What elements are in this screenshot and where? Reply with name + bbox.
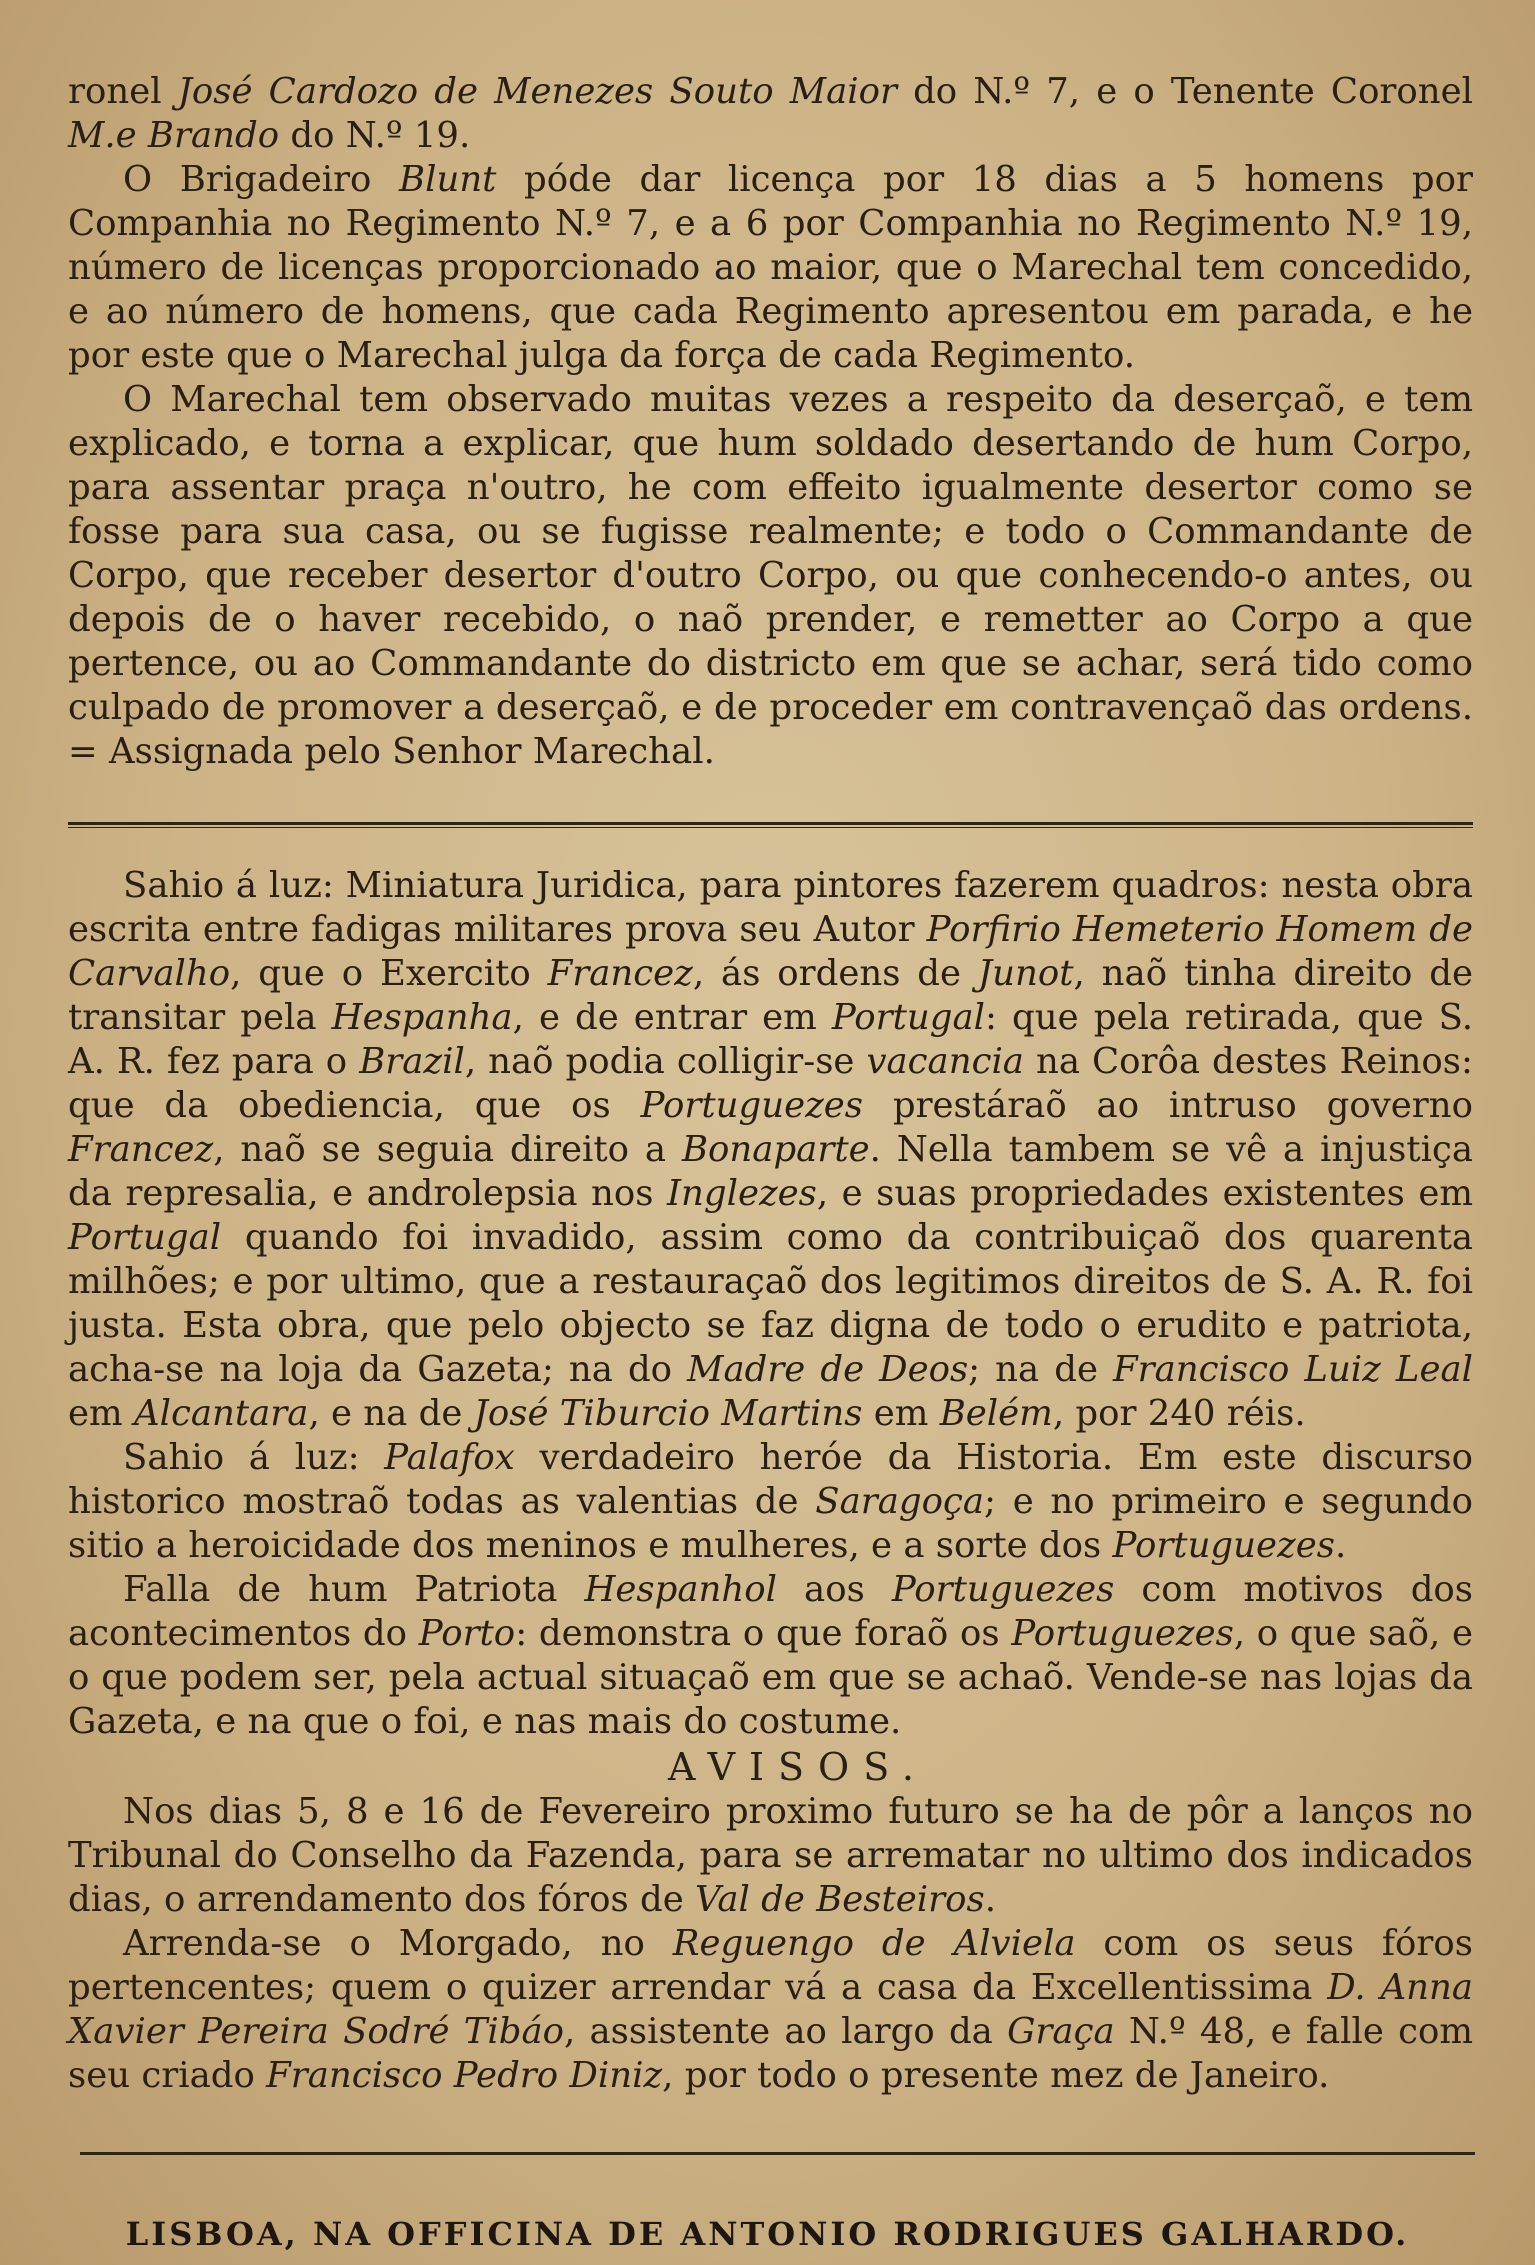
italic-text-segment: Alcantara: [133, 1393, 309, 1434]
italic-text-segment: Francez: [68, 1129, 214, 1170]
italic-text-segment: Portuguezes: [1011, 1613, 1234, 1654]
text-segment: verdadeiro heróe da Historia. Em este discurso historico mostraõ todas as valentias de: [68, 1437, 1473, 1522]
paragraph-palafox: [68, 1436, 1473, 1568]
text-segment: em: [862, 1393, 940, 1434]
imprint-footer: LISBOA, NA OFFICINA DE ANTONIO RODRIGUES GALHARDO.: [125, 2215, 1410, 2253]
paragraph-morgado-lease: [68, 1922, 1473, 2098]
text-segment: Sahio á luz:: [123, 1437, 385, 1478]
text-segment: , naõ se seguia direito a: [213, 1129, 682, 1170]
italic-text-segment: Graça: [1007, 2011, 1115, 2052]
text-segment: , e de entrar em: [512, 997, 832, 1038]
italic-text-segment: Hespanhol: [584, 1569, 777, 1610]
italic-text-segment: Portuguezes: [891, 1569, 1115, 1610]
italic-text-segment: M.e Brando: [68, 115, 280, 156]
avisos-heading: AVISOS.: [668, 1745, 928, 1789]
italic-text-segment: José Tiburcio Martins: [473, 1393, 863, 1434]
paragraph-leave-licences: [68, 158, 1473, 378]
text-segment: .: [984, 1879, 996, 1920]
text-segment: O Marechal tem observado muitas vezes a respeito da deserçaõ, e tem explicado, e torna a explicar, que hum soldado desertando de hum Corpo, para assentar praça n'outro, he com effeito igualmente desertor como se fosse para sua casa, ou se fugisse realmente; e todo o Commandante de Corpo, que receber desertor d'outro Corpo, ou que conhecendo-o antes, ou depois de o haver recebido, o naõ prender, e remetter ao Corpo a que pertence, ou ao Commandante do districto em que se achar, será tido como culpado de promover a deserçaõ, e de proceder em contravençaõ das ordens. = Assignada pelo Senhor Marechal.: [68, 379, 1473, 772]
text-segment: na Corôa destes Reinos: que da obediencia, que os: [68, 1041, 1473, 1126]
italic-text-segment: Francisco Pedro Diniz: [266, 2055, 663, 2096]
text-segment: . Nella tambem se vê a injustiça da represalia, e androlepsia nos: [68, 1129, 1474, 1214]
italic-text-segment: Portugal: [68, 1217, 222, 1258]
paragraph-officers: [68, 70, 1473, 158]
italic-text-segment: Inglezes: [666, 1173, 817, 1214]
text-segment: aos: [776, 1569, 892, 1610]
text-segment: com os seus fóros pertencentes; quem o quizer arrendar vá a casa da Excellentissima: [68, 1923, 1473, 2008]
text-segment: , o que saõ, e o que podem ser, pela actual situaçaõ em que se achaõ. Vende-se nas lojas da Gazeta, e na que o foi, e nas mais do costume.: [68, 1613, 1474, 1742]
italic-text-segment: Portuguezes: [1112, 1525, 1335, 1566]
text-segment: com motivos dos acontecimentos do: [68, 1569, 1474, 1654]
page-content: [68, 70, 1473, 2098]
text-segment: em: [68, 1393, 134, 1434]
text-segment: do N.º 7, e o Tenente Coronel: [896, 71, 1474, 112]
text-segment: ronel: [68, 71, 178, 112]
text-segment: , por 240 réis.: [1052, 1393, 1306, 1434]
text-segment: quando foi invadido, assim como da contribuiçaõ dos quarenta milhões; e por ultimo, que a restauraçaõ dos legitimos direitos de S. A. R. foi justa. Esta obra, que pelo objecto se faz digna de todo o erudito e patriota, acha-se na loja da Gazeta; na do: [68, 1217, 1473, 1390]
italic-text-segment: Bonaparte: [681, 1129, 870, 1170]
italic-text-segment: Portuguezes: [640, 1085, 864, 1126]
italic-text-segment: Brazil: [359, 1041, 465, 1082]
text-segment: N.º 48, e falle com seu criado: [68, 2011, 1473, 2096]
italic-text-segment: Junot: [977, 953, 1074, 994]
italic-text-segment: José Cardozo de Menezes Souto Maior: [177, 71, 897, 112]
italic-text-segment: vacancia: [866, 1041, 1024, 1082]
italic-text-segment: Portugal: [831, 997, 986, 1038]
paragraph-miniatura-juridica: [68, 864, 1473, 1436]
paragraph-fazenda-auction: [68, 1790, 1473, 1922]
text-segment: : demonstra o que foraõ os: [515, 1613, 1012, 1654]
text-segment: , assistente ao largo da: [564, 2011, 1008, 2052]
footer-divider: [80, 2152, 1475, 2155]
italic-text-segment: Belém: [939, 1393, 1053, 1434]
text-segment: , que o Exercito: [230, 953, 548, 994]
announcements-section: [68, 864, 1473, 2098]
section-divider: [68, 822, 1473, 828]
paragraph-falla-patriota: [68, 1568, 1473, 1744]
text-segment: Nos dias 5, 8 e 16 de Fevereiro proximo futuro se ha de pôr a lanços no Tribunal do Conselho da Fazenda, para se arrematar no ultimo dos indicados dias, o arrendamento dos fóros de: [68, 1791, 1473, 1920]
text-segment: póde dar licença por 18 dias a 5 homens por Companhia no Regimento N.º 7, e a 6 por Companhia no Regimento N.º 19, número de licenças proporcionado ao maior, que o Marechal tem concedido, e ao número de homens, que cada Regimento apresentou em parada, e he por este que o Marechal julga da força de cada Regimento.: [68, 159, 1474, 376]
text-segment: Sahio á luz: Miniatura Juridica, para pintores fazerem quadros: nesta obra escrita entre fadigas militares prova seu Autor: [68, 865, 1473, 950]
text-segment: Arrenda-se o Morgado, no: [123, 1923, 673, 1964]
italic-text-segment: Blunt: [399, 159, 497, 200]
italic-text-segment: Porto: [418, 1613, 516, 1654]
text-segment: , naõ podia colligir-se: [464, 1041, 867, 1082]
italic-text-segment: Palafox: [384, 1437, 515, 1478]
italic-text-segment: Francez: [547, 953, 693, 994]
text-segment: , naõ tinha direito de transitar pela: [68, 953, 1473, 1038]
text-segment: O Brigadeiro: [123, 159, 400, 200]
italic-text-segment: Saragoça: [815, 1481, 985, 1522]
text-segment: prestáraõ ao intruso governo: [863, 1085, 1474, 1126]
italic-text-segment: Francisco Luiz Leal: [1113, 1349, 1473, 1390]
text-segment: Falla de hum Patriota: [123, 1569, 585, 1610]
text-segment: .: [1334, 1525, 1347, 1566]
text-segment: , e suas propriedades existentes em: [816, 1173, 1473, 1214]
text-segment: , ás ordens de: [692, 953, 978, 994]
italic-text-segment: Val de Besteiros: [695, 1879, 985, 1920]
text-segment: , por todo o presente mez de Janeiro.: [662, 2055, 1330, 2096]
text-segment: ; na de: [968, 1349, 1113, 1390]
orders-section: [68, 70, 1473, 774]
text-segment: do N.º 19.: [279, 115, 471, 156]
text-segment: : que pela retirada, que S. A. R. fez para o: [68, 997, 1473, 1082]
text-segment: , e na de: [308, 1393, 474, 1434]
italic-text-segment: Madre de Deos: [687, 1349, 969, 1390]
paragraph-desertion: [68, 378, 1473, 774]
italic-text-segment: Reguengo de Alviela: [672, 1923, 1076, 1964]
text-segment: ; e no primeiro e segundo sitio a heroicidade dos meninos e mulheres, e a sorte dos: [68, 1481, 1473, 1566]
italic-text-segment: Hespanha: [331, 997, 513, 1038]
italic-text-segment: D. Anna Xavier Pereira Sodré Tibáo: [68, 1967, 1474, 2052]
italic-text-segment: Porfirio Hemeterio Homem de Carvalho: [68, 909, 1473, 994]
